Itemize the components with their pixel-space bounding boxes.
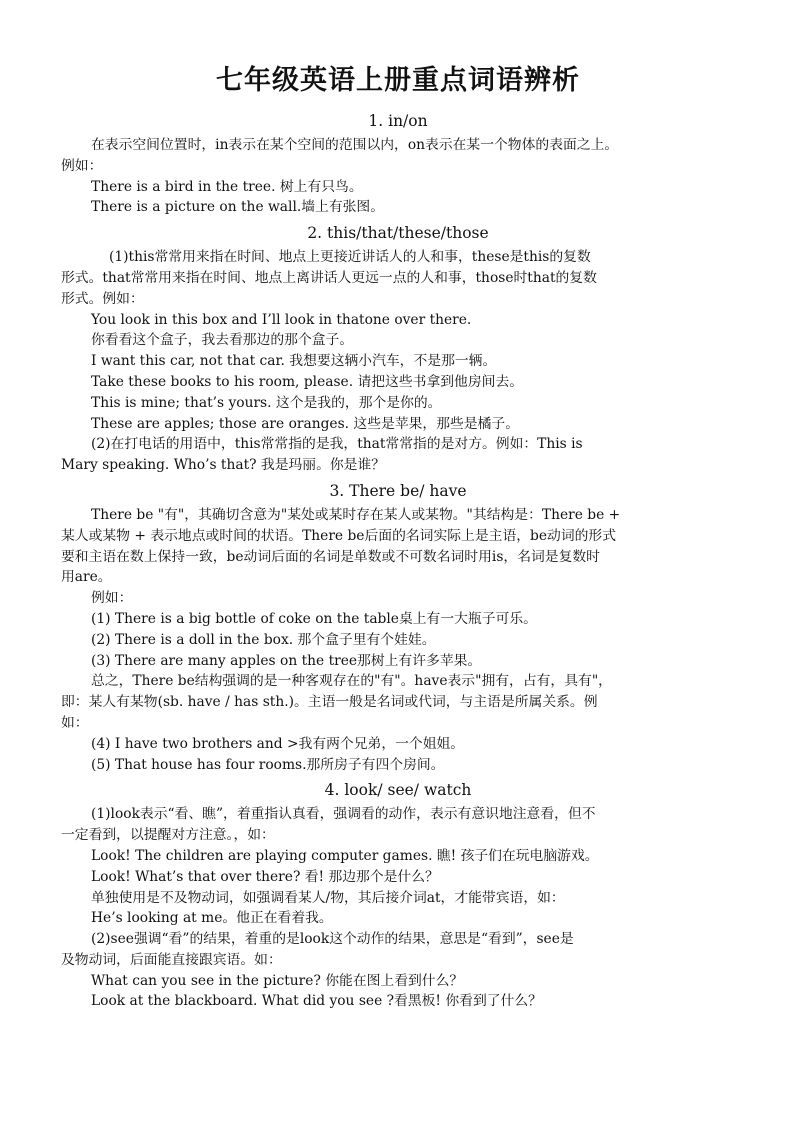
text-line: 形式。例如： bbox=[61, 290, 144, 307]
text-line: What can you see in the picture? 你能在图上看到什么？ bbox=[91, 972, 464, 989]
section-1 bbox=[61, 110, 735, 218]
text-line: (4) I have two brothers and >我有两个兄弟，一个姐姐。 bbox=[91, 735, 465, 752]
text-line: Take these books to his room, please. 请把这些书拿到他房间去。 bbox=[91, 373, 524, 390]
text-line: (2)see强调“看”的结果，着重的是look这个动作的结果，意思是“看到”，see是 bbox=[91, 931, 574, 948]
text-line: (3) There are many apples on the tree那树上有许多苹果。 bbox=[91, 652, 482, 669]
section-heading: 1. in/on bbox=[368, 112, 428, 130]
text-line: These are apples; those are oranges. 这些是苹果，那些是橘子。 bbox=[91, 415, 519, 432]
text-line: This is mine; that’s yours. 这个是我的，那个是你的。 bbox=[91, 394, 442, 411]
text-line: Look! What’s that over there? 看! 那边那个是什么？ bbox=[91, 868, 439, 885]
text-line: 总之，There be结构强调的是一种客观存在的"有"。have表示"拥有，占有，具有"， bbox=[91, 673, 612, 690]
text-line: 在表示空间位置时，in表示在某个空间的范围以内，on表示在某一个物体的表面之上。 bbox=[91, 137, 619, 153]
section-heading: 3. There be/ have bbox=[329, 481, 467, 500]
section-3 bbox=[61, 480, 735, 775]
text-line: Look at the blackboard. What did you see ?看黑板! 你看到了什么？ bbox=[91, 993, 542, 1010]
text-line: 一定看到，以提醒对方注意。，如： bbox=[61, 827, 275, 844]
text-line: I want this car, not that car. 我想要这辆小汽车，不是那一辆。 bbox=[91, 353, 497, 370]
section-heading: 4. look/ see/ watch bbox=[324, 781, 472, 800]
text-line: Mary speaking. Who’s that? 我是玛丽。你是谁？ bbox=[61, 457, 386, 474]
page-title: 七年级英语上册重点词语辨析 bbox=[216, 65, 580, 96]
section-2 bbox=[61, 222, 735, 476]
text-line: 用are。 bbox=[61, 569, 112, 586]
text-line: There is a picture on the wall.墙上有张图。 bbox=[91, 199, 385, 216]
text-line: 形式。that常常用来指在时间、地点上离讲话人更远一点的人和事，those时that的复数 bbox=[61, 269, 597, 286]
text-line: (2) There is a doll in the box. 那个盒子里有个娃娃。 bbox=[91, 631, 436, 648]
text-line: (1) There is a big bottle of coke on the table桌上有一大瓶子可乐。 bbox=[91, 610, 537, 627]
text-line: (1)look表示“看、瞧”，着重指认真看，强调看的动作，表示有意识地注意看，但不 bbox=[91, 806, 596, 823]
document-page bbox=[61, 62, 735, 1012]
text-line: 你看看这个盒子，我去看那边的那个盒子。 bbox=[91, 332, 354, 349]
text-line: 例如： bbox=[91, 590, 133, 607]
text-line: 要和主语在数上保持一致，be动词后面的名词是单数或不可数名词时用is，名词是复数时 bbox=[61, 548, 600, 565]
text-line: 即：某人有某物(sb. have / has sth.)。主语一般是名词或代词，与主语是所属关系。例 bbox=[61, 694, 598, 711]
text-line: 某人或某物 + 表示地点或时间的状语。There be后面的名词实际上是主语，be动词的形式 bbox=[61, 527, 617, 544]
text-line: You look in this box and I’ll look in thatone over there. bbox=[91, 311, 472, 328]
text-line: (1)this常常用来指在时间、地点上更接近讲话人的人和事，these是this的复数 bbox=[109, 249, 591, 266]
text-line: 例如： bbox=[61, 157, 103, 174]
section-heading: 2. this/that/these/those bbox=[307, 224, 489, 243]
text-line: 及物动词，后面能直接跟宾语。如： bbox=[61, 951, 282, 968]
text-line: (5) That house has four rooms.那所房子有四个房间。 bbox=[91, 756, 445, 773]
text-line: 如： bbox=[61, 714, 89, 731]
text-line: There is a bird in the tree. 树上有只鸟。 bbox=[91, 178, 363, 195]
document-body bbox=[61, 110, 735, 1012]
text-line: (2)在打电话的用语中，this常常指的是我，that常常指的是对方。例如：This is bbox=[91, 436, 583, 453]
text-line: He’s looking at me。他正在看着我。 bbox=[91, 910, 333, 927]
section-4 bbox=[61, 779, 735, 1012]
text-line: There be "有"，其确切含意为"某处或某时存在某人或某物。"其结构是：There be + bbox=[91, 506, 621, 523]
text-line: Look! The children are playing computer games. 瞧! 孩子们在玩电脑游戏。 bbox=[91, 847, 599, 864]
text-line: 单独使用是不及物动词，如强调看某人/物，其后接介词at，才能带宾语，如： bbox=[91, 889, 565, 906]
